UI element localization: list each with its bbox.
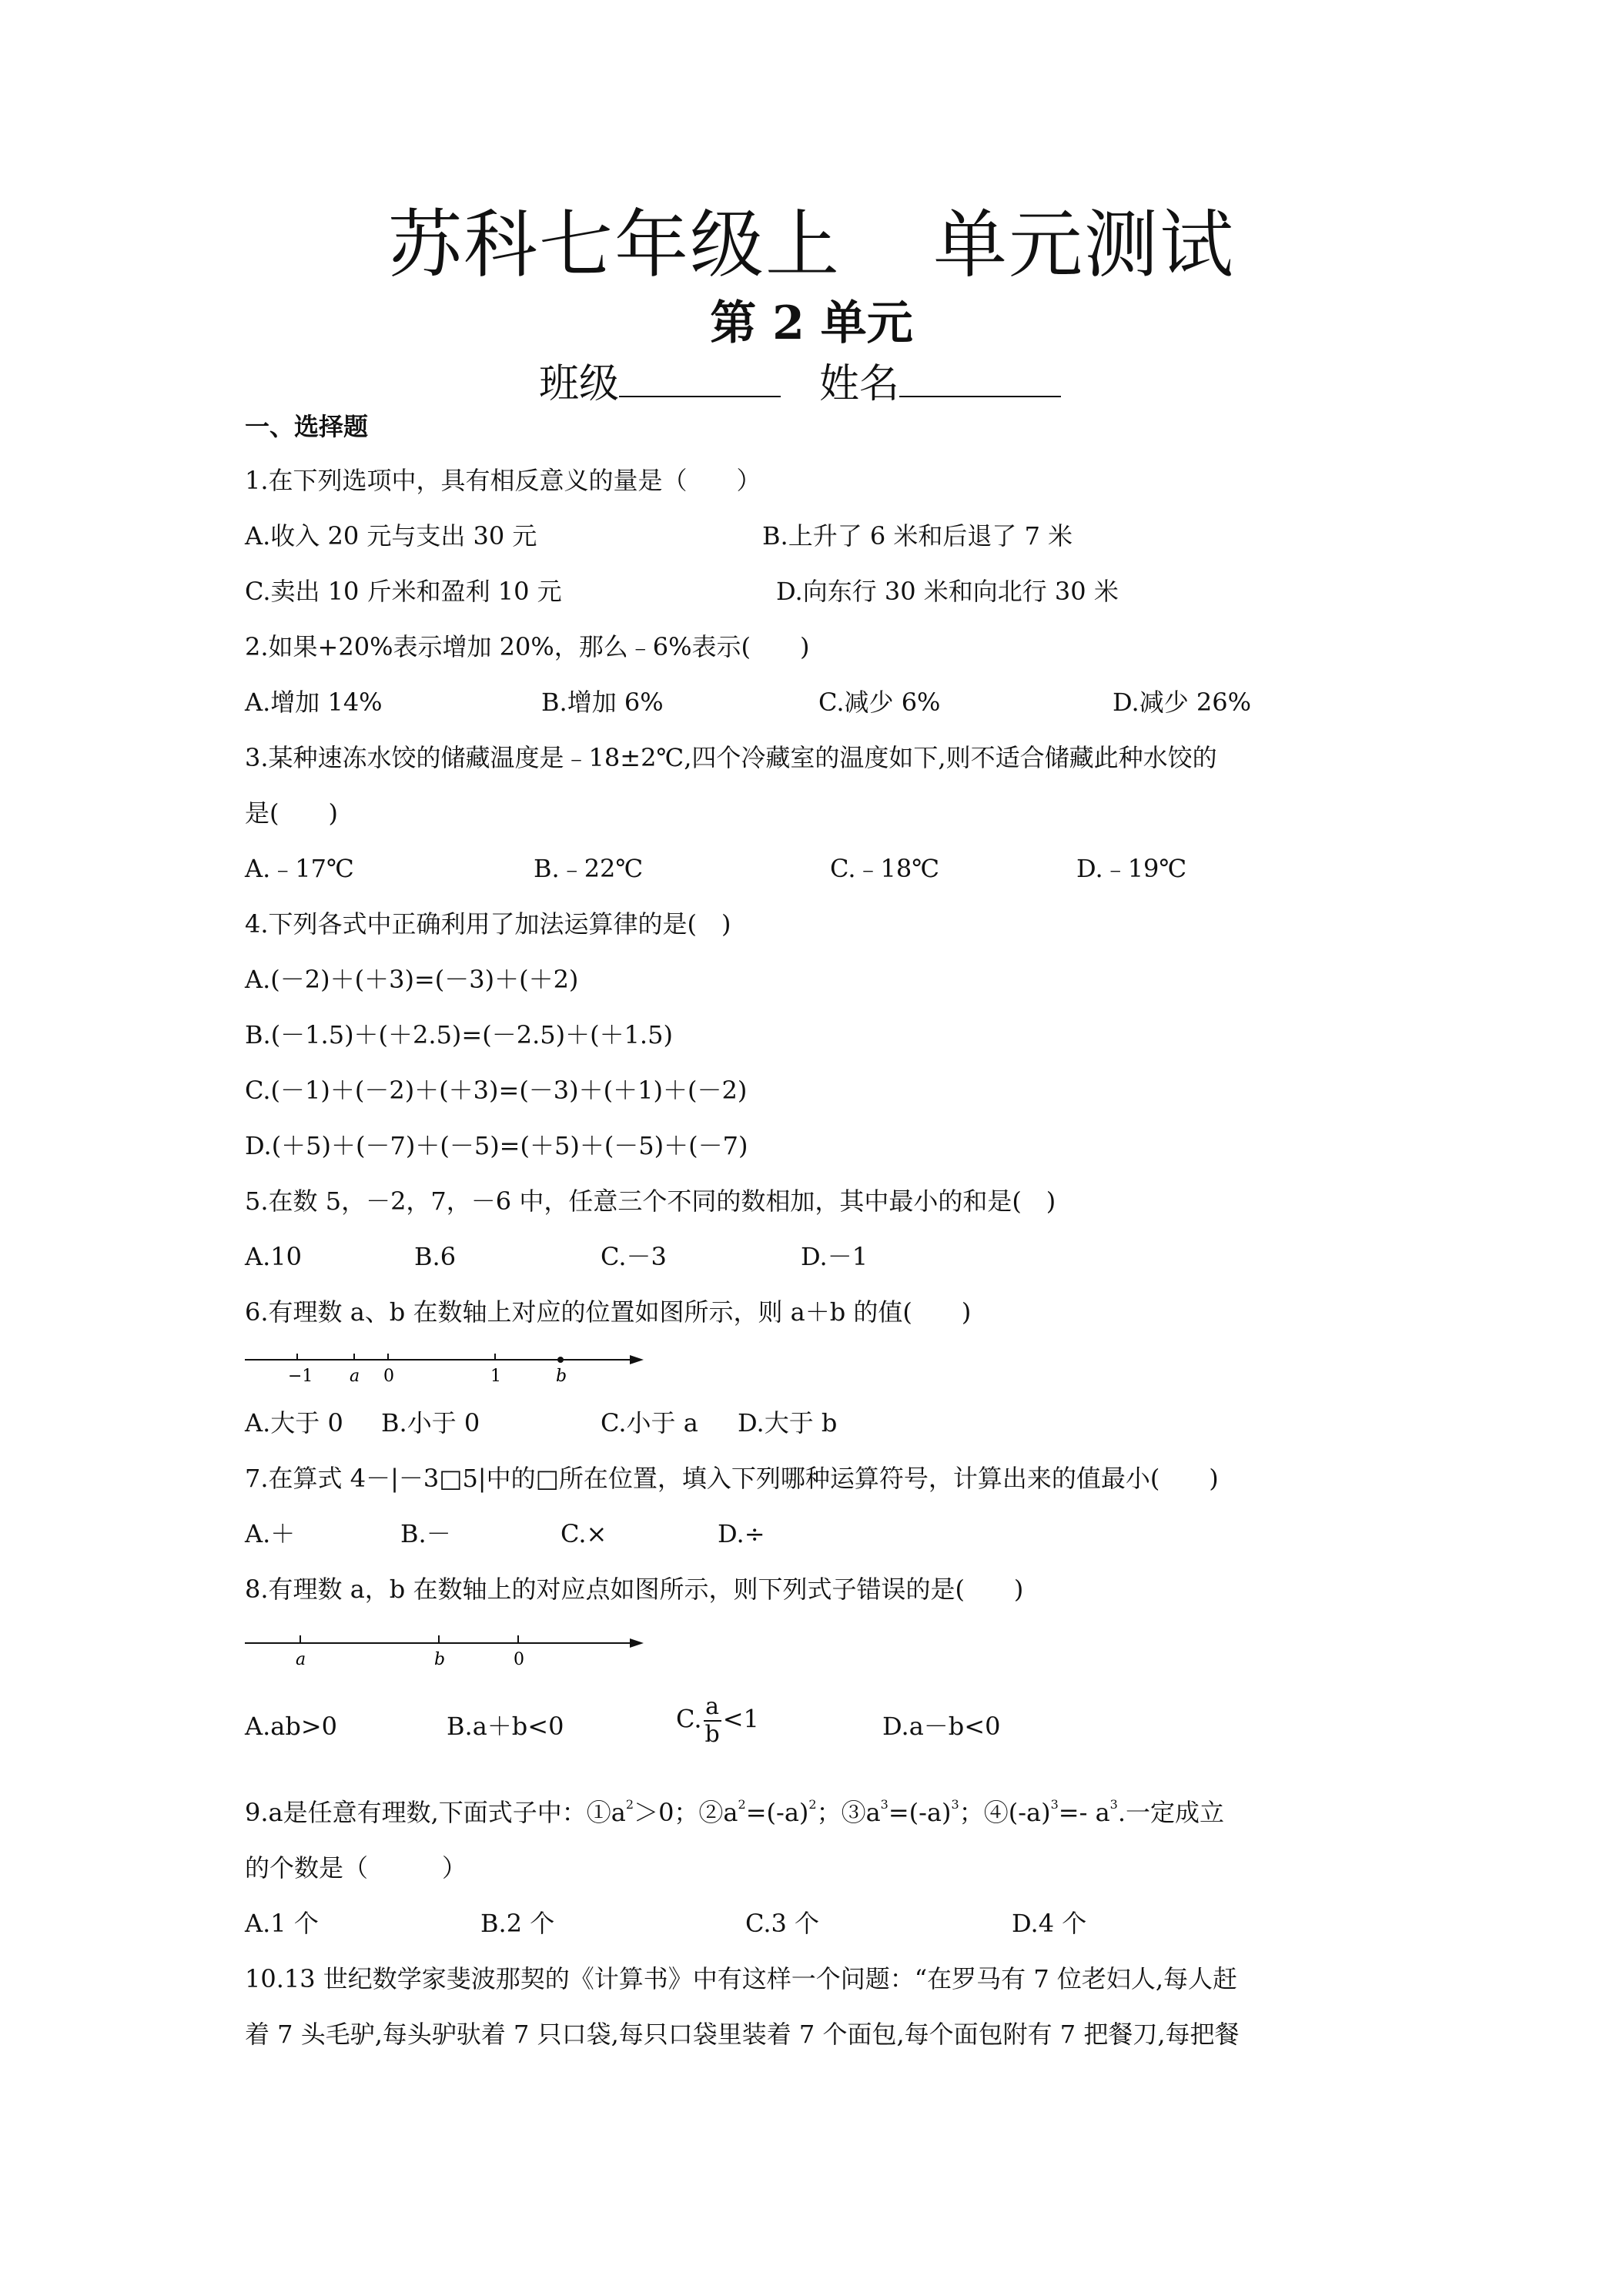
q6-option-b: B.小于 0 <box>381 1408 480 1438</box>
q9-sup-2: 2 <box>738 1797 746 1812</box>
q9-sup-6: 3 <box>1050 1797 1059 1812</box>
q3-options <box>245 852 1400 885</box>
q9-option-d: D.4 个 <box>1012 1909 1087 1938</box>
q4-option-c: C.(－1)＋(－2)＋(＋3)=(－3)＋(＋1)＋(－2) <box>245 1076 748 1105</box>
q8-option-c-suffix: <1 <box>722 1704 759 1734</box>
q5-option-d: D.－1 <box>801 1242 868 1271</box>
q9-options <box>245 1906 1400 1940</box>
q9-stem-line1 <box>245 1796 1224 1829</box>
q5-option-a: A.10 <box>245 1242 302 1271</box>
q4-option-d: D.(＋5)＋(－7)＋(－5)=(＋5)＋(－5)＋(－7) <box>245 1131 748 1160</box>
q4-stem: 4.下列各式中正确利用了加法运算律的是( ) <box>245 909 731 939</box>
q2-option-a: A.增加 14% <box>245 688 383 717</box>
q1-option-d: D.向东行 30 米和向北行 30 米 <box>776 577 1119 606</box>
q8-fraction-denominator: b <box>704 1721 720 1748</box>
q6-label-a: a <box>350 1367 360 1386</box>
q9-text-2: ＞0；②a <box>634 1798 738 1827</box>
q3-option-d: D.﹣19℃ <box>1076 854 1187 883</box>
q1-option-a: A.收入 20 元与支出 30 元 <box>245 521 537 551</box>
q7-options <box>245 1517 1400 1551</box>
q9-sup-1: 2 <box>625 1797 634 1812</box>
q9-sup-7: 3 <box>1109 1797 1118 1812</box>
q2-option-b: B.增加 6% <box>541 688 664 717</box>
q5-stem: 5.在数 5，－2，7，－6 中，任意三个不同的数相加，其中最小的和是( ) <box>245 1186 1056 1216</box>
q9-text-6: ；④(-a) <box>959 1798 1051 1827</box>
q6-label-1: 1 <box>490 1367 501 1386</box>
title-left: 苏科七年级上 <box>388 202 841 288</box>
q3-stem-line1: 3.某种速冻水饺的储藏温度是﹣18±2℃,四个冷藏室的温度如下,则不适合储藏此种水饺的 <box>245 743 1217 772</box>
q8-number-line <box>245 1629 645 1668</box>
unit-subtitle: 第 2 单元 <box>710 296 913 350</box>
q6-label-0: 0 <box>383 1367 394 1386</box>
q9-text-8: .一定成立 <box>1117 1798 1225 1827</box>
q2-option-d: D.减少 26% <box>1113 688 1251 717</box>
q8-fraction-numerator: a <box>704 1694 721 1722</box>
q8-option-c <box>676 1694 759 1748</box>
q5-option-b: B.6 <box>414 1242 457 1271</box>
q6-number-line <box>245 1349 645 1387</box>
q2-stem: 2.如果+20%表示增加 20%，那么﹣6%表示( ) <box>245 632 810 661</box>
q9-sup-5: 3 <box>951 1797 959 1812</box>
q8-stem: 8.有理数 a，b 在数轴上的对应点如图所示，则下列式子错误的是( ) <box>245 1575 1024 1604</box>
name-label: 姓名 <box>819 361 900 407</box>
q9-option-a: A.1 个 <box>245 1909 319 1938</box>
q9-sup-3: 2 <box>808 1797 817 1812</box>
q1-option-b: B.上升了 6 米和后退了 7 米 <box>762 521 1073 551</box>
section-heading: 一、选择题 <box>245 412 369 441</box>
q9-stem-line2: 的个数是（ ） <box>245 1853 467 1883</box>
title-right: 单元测试 <box>933 202 1235 288</box>
q1-stem: 1.在下列选项中，具有相反意义的量是（ ） <box>245 466 761 495</box>
q9-text-1: 9.a是任意有理数,下面式子中：①a <box>245 1798 626 1827</box>
q8-options <box>245 1694 1400 1755</box>
q4-option-b: B.(－1.5)＋(＋2.5)=(－2.5)＋(＋1.5) <box>245 1020 673 1049</box>
q6-point-b <box>557 1357 564 1363</box>
class-label: 班级 <box>539 361 620 407</box>
q8-option-d: D.a－b<0 <box>882 1712 1001 1741</box>
student-info <box>539 353 1155 411</box>
q3-option-b: B.﹣22℃ <box>534 854 644 883</box>
q6-options <box>245 1406 1400 1440</box>
q6-option-d: D.大于 b <box>738 1408 838 1438</box>
q8-label-0: 0 <box>514 1650 524 1668</box>
q9-text-5: =(-a) <box>888 1798 952 1827</box>
page-title <box>0 199 1623 291</box>
q6-option-a: A.大于 0 <box>245 1408 343 1438</box>
q9-text-7: =- a <box>1058 1798 1110 1827</box>
q10-stem-line2: 着 7 头毛驴,每头驴驮着 7 只口袋,每只口袋里装着 7 个面包,每个面包附有 7 把餐刀,每把餐 <box>245 2020 1240 2049</box>
class-blank <box>619 353 781 397</box>
q8-option-b: B.a＋b<0 <box>447 1712 564 1741</box>
q9-text-4: ；③a <box>816 1798 881 1827</box>
q1-options-row1 <box>245 519 1400 553</box>
q8-label-a: a <box>296 1650 306 1668</box>
q2-option-c: C.减少 6% <box>818 688 941 717</box>
q1-option-c: C.卖出 10 斤米和盈利 10 元 <box>245 577 562 606</box>
q3-stem-line2: 是( ) <box>245 798 338 828</box>
q8-option-c-prefix: C. <box>676 1704 702 1734</box>
q8-label-b: b <box>434 1650 446 1668</box>
q5-option-c: C.－3 <box>601 1242 667 1271</box>
q7-option-d: D.÷ <box>718 1519 765 1548</box>
q9-text-3: =(-a) <box>745 1798 809 1827</box>
q9-option-c: C.3 个 <box>745 1909 820 1938</box>
q1-options-row2 <box>245 574 1400 608</box>
q5-options <box>245 1240 1400 1274</box>
q2-options <box>245 685 1400 719</box>
q8-option-a: A.ab>0 <box>245 1712 338 1741</box>
q9-option-b: B.2 个 <box>480 1909 555 1938</box>
q6-axis-arrow <box>630 1355 644 1364</box>
q3-option-c: C.﹣18℃ <box>830 854 940 883</box>
q6-label-b: b <box>556 1367 567 1386</box>
q7-option-b: B.－ <box>400 1519 451 1548</box>
q7-stem: 7.在算式 4－|－3□5|中的□所在位置，填入下列哪种运算符号，计算出来的值最小( ) <box>245 1464 1219 1493</box>
q6-option-c: C.小于 a <box>601 1408 698 1438</box>
q3-option-a: A.﹣17℃ <box>245 854 354 883</box>
q8-option-c-fraction <box>704 1694 721 1748</box>
q6-label-neg1: −1 <box>288 1367 313 1386</box>
q9-sup-4: 3 <box>880 1797 888 1812</box>
q7-option-a: A.＋ <box>245 1519 296 1548</box>
q10-stem-line1: 10.13 世纪数学家斐波那契的《计算书》中有这样一个问题：“在罗马有 7 位老妇人,每人赶 <box>245 1964 1238 1993</box>
q7-option-c: C.× <box>561 1519 607 1548</box>
name-blank <box>899 353 1061 397</box>
q4-option-a: A.(－2)＋(＋3)=(－3)＋(＋2) <box>245 965 579 994</box>
q8-axis-arrow <box>630 1638 644 1648</box>
q6-stem: 6.有理数 a、b 在数轴上对应的位置如图所示，则 a＋b 的值( ) <box>245 1297 972 1327</box>
